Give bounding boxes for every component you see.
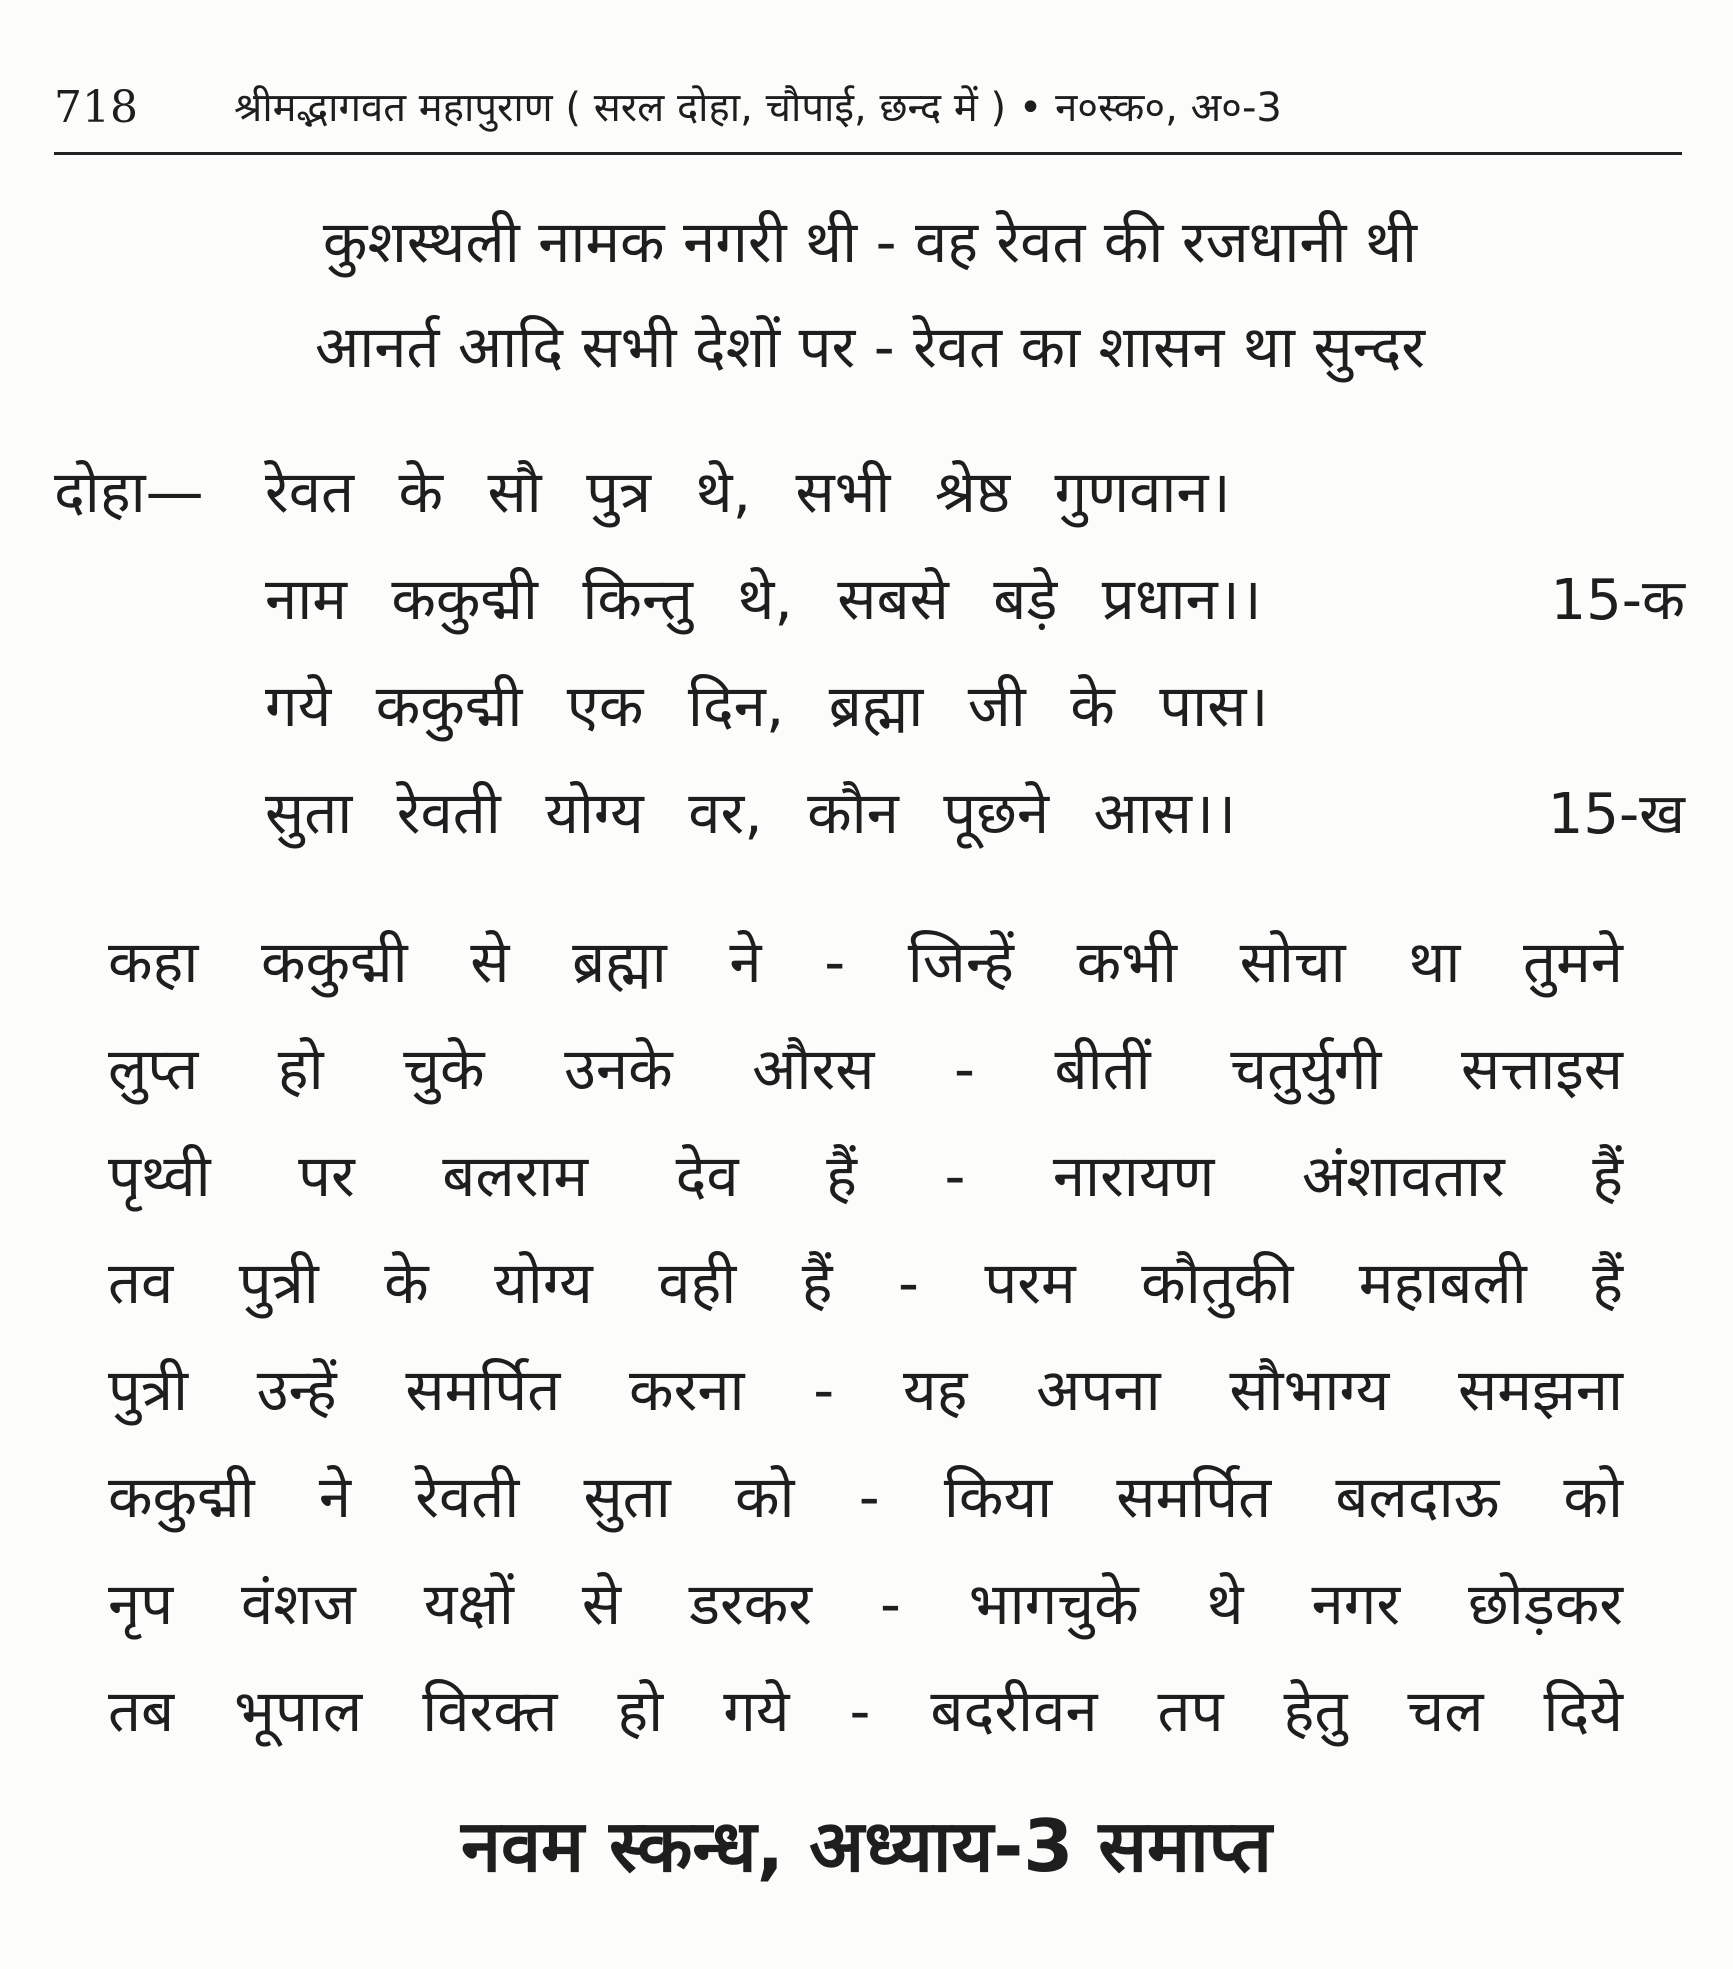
doha-line bbox=[265, 557, 1685, 641]
running-header bbox=[54, 78, 1674, 138]
doha-line bbox=[265, 771, 1685, 855]
chaupai-line: कहा ककुद्मी से ब्रह्मा ने - जिन्हें कभी सोचा था तुमने bbox=[108, 928, 1623, 996]
intro-line: कुशस्थली नामक नगरी थी - वह रेवत की रजधानी थी bbox=[322, 208, 1418, 276]
chaupai-line: पृथ्वी पर बलराम देव हैं - नारायण अंशावतार हैं bbox=[108, 1142, 1623, 1210]
chaupai-line: तव पुत्री के योग्य वही हैं - परम कौतुकी महाबली हैं bbox=[108, 1249, 1623, 1317]
running-title: श्रीमद्भागवत महापुराण ( सरल दोहा, चौपाई, छन्द में ) • न०स्क०, अ०-3 bbox=[234, 85, 1282, 131]
page-number: 718 bbox=[54, 82, 138, 133]
chapter-end-heading: नवम स्कन्ध, अध्याय-3 समाप्त bbox=[461, 1804, 1272, 1888]
verse-number: 15-ख bbox=[1547, 782, 1685, 847]
doha-line-text: रेवत के सौ पुत्र थे, सभी श्रेष्ठ गुणवान। bbox=[265, 458, 1231, 526]
doha-line-text: नाम ककुद्मी किन्तु थे, सबसे बड़े प्रधान।। bbox=[265, 565, 1262, 633]
intro-line: आनर्त आदि सभी देशों पर - रेवत का शासन था सुन्दर bbox=[314, 313, 1426, 381]
doha-line bbox=[265, 664, 1685, 748]
doha-label: दोहा— bbox=[54, 458, 204, 526]
chaupai-line: लुप्त हो चुके उनके औरस - बीतीं चतुर्युगी सत्ताइस bbox=[108, 1035, 1623, 1103]
doha-line-text: सुता रेवती योग्य वर, कौन पूछने आस।। bbox=[265, 779, 1236, 847]
chaupai-line: नृप वंशज यक्षों से डरकर - भागचुके थे नगर छोड़कर bbox=[108, 1570, 1623, 1638]
header-divider bbox=[54, 152, 1682, 155]
chaupai-line: तब भूपाल विरक्त हो गये - बदरीवन तप हेतु चल दिये bbox=[108, 1677, 1623, 1745]
doha-line bbox=[265, 450, 1685, 534]
chaupai-line: पुत्री उन्हें समर्पित करना - यह अपना सौभाग्य समझना bbox=[108, 1356, 1623, 1424]
verse-number: 15-क bbox=[1550, 568, 1685, 633]
doha-line-text: गये ककुद्मी एक दिन, ब्रह्मा जी के पास। bbox=[265, 672, 1269, 740]
chaupai-line: ककुद्मी ने रेवती सुता को - किया समर्पित बलदाऊ को bbox=[108, 1463, 1623, 1531]
